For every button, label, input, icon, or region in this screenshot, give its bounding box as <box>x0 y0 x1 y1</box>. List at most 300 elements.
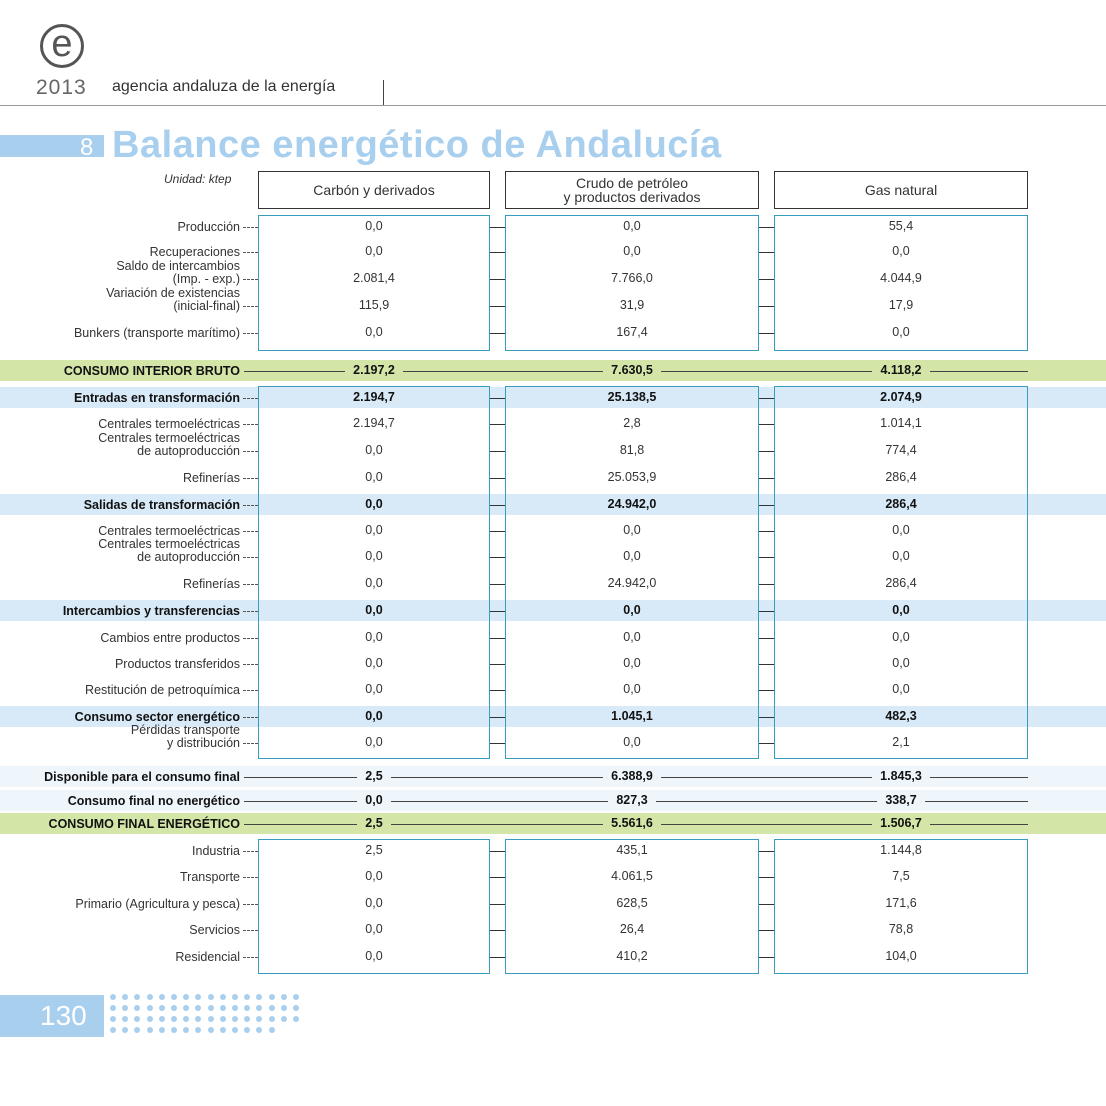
cell-value-text: 0,0 <box>623 219 641 233</box>
row-connector <box>490 398 505 399</box>
cell-value-text: 0,0 <box>365 709 383 723</box>
dot-icon <box>232 1005 238 1011</box>
column-header-line1: Crudo de petróleo <box>575 175 689 191</box>
cell-value <box>314 816 434 830</box>
row-label <box>75 898 240 910</box>
cell-value-text: 0,0 <box>365 325 383 339</box>
cell-value <box>572 735 692 749</box>
cell-value <box>572 390 692 404</box>
cell-value <box>841 244 961 258</box>
cell-value-text: 0,0 <box>892 656 910 670</box>
cell-value <box>841 271 961 285</box>
label-leader <box>243 584 258 585</box>
dot-icon <box>269 994 275 1000</box>
dot-icon <box>134 1027 140 1033</box>
cell-value <box>841 869 961 883</box>
dot-icon <box>159 1005 165 1011</box>
row-label <box>74 327 240 339</box>
cell-value <box>841 470 961 484</box>
dot-icon <box>244 994 250 1000</box>
cell-value <box>841 443 961 457</box>
cell-value <box>314 793 434 807</box>
row-connector <box>759 664 774 665</box>
cell-value-text: 25.053,9 <box>607 470 657 484</box>
dot-icon <box>195 1005 201 1011</box>
dot-icon <box>134 1005 140 1011</box>
dot-icon <box>256 1005 262 1011</box>
cell-value-text: 0,0 <box>365 470 383 484</box>
row-connector <box>490 638 505 639</box>
cell-value-text: 0,0 <box>892 523 910 537</box>
cell-value-text: 2,5 <box>365 843 383 857</box>
dot-icon <box>256 1016 262 1022</box>
row-label-line1: Consumo final no energético <box>67 794 240 808</box>
label-leader <box>243 557 258 558</box>
row-label-line1: Producción <box>177 220 240 234</box>
row-connector <box>759 451 774 452</box>
row-label-line1: CONSUMO FINAL ENERGÉTICO <box>48 817 240 831</box>
cell-value-text: 0,0 <box>365 682 383 696</box>
cell-value <box>572 843 692 857</box>
row-label-line1: Centrales termoeléctricas <box>98 537 240 551</box>
column-header <box>505 171 759 209</box>
cell-value <box>841 896 961 910</box>
cell-value <box>841 735 961 749</box>
row-label-line1: Salidas de transformación <box>83 498 240 512</box>
cell-value-text: 31,9 <box>619 298 645 312</box>
dot-icon <box>122 1005 128 1011</box>
header-divider <box>383 80 384 105</box>
row-label-line1: Disponible para el consumo final <box>44 770 240 784</box>
cell-value-text: 7,5 <box>892 869 910 883</box>
cell-value <box>314 363 434 377</box>
row-connector <box>759 557 774 558</box>
cell-value-text: 7.766,0 <box>611 271 653 285</box>
cell-value-text: 115,9 <box>358 298 390 312</box>
cell-value-text: 0,0 <box>623 656 641 670</box>
cell-value <box>572 470 692 484</box>
cell-value <box>314 896 434 910</box>
cell-value-text: 628,5 <box>616 896 648 910</box>
cell-value-text: 0,0 <box>365 244 383 258</box>
cell-value-text: 0,0 <box>365 896 383 910</box>
column-header-line2: y productos derivados <box>563 189 701 205</box>
label-leader <box>243 424 258 425</box>
header-rule <box>0 105 1106 106</box>
cell-value-text: 26,4 <box>619 922 645 936</box>
cell-value <box>841 497 961 511</box>
cell-value <box>572 922 692 936</box>
cell-value-text: 0,0 <box>365 922 383 936</box>
cell-value <box>841 816 961 830</box>
cell-value <box>314 576 434 590</box>
row-connector <box>490 904 505 905</box>
dot-icon <box>208 1005 214 1011</box>
label-leader <box>243 478 258 479</box>
row-label-line2: (inicial-final) <box>173 299 240 313</box>
cell-value <box>572 793 692 807</box>
dot-icon <box>220 1027 226 1033</box>
data-box <box>505 386 759 759</box>
dot-icon <box>269 1005 275 1011</box>
row-connector <box>490 227 505 228</box>
cell-value <box>572 325 692 339</box>
cell-value-text: 5.561,6 <box>603 816 661 830</box>
label-leader <box>243 664 258 665</box>
cell-value <box>314 549 434 563</box>
row-label <box>68 795 240 807</box>
cell-value-text: 1.045,1 <box>611 709 653 723</box>
label-leader <box>243 531 258 532</box>
dot-icon <box>110 1016 116 1022</box>
cell-value <box>314 922 434 936</box>
cell-value <box>572 576 692 590</box>
row-label <box>150 246 240 258</box>
row-connector <box>759 424 774 425</box>
cell-value-text: 0,0 <box>623 549 641 563</box>
dot-icon <box>293 1016 299 1022</box>
row-label-line1: Productos transferidos <box>114 657 240 671</box>
cell-value <box>841 325 961 339</box>
cell-value <box>841 390 961 404</box>
cell-value-text: 2.194,7 <box>353 390 395 404</box>
row-connector <box>759 505 774 506</box>
cell-value-text: 0,0 <box>365 656 383 670</box>
row-label <box>63 605 240 617</box>
dot-icon <box>171 1027 177 1033</box>
row-label <box>98 432 240 457</box>
cell-value-text: 0,0 <box>365 949 383 963</box>
row-connector <box>490 611 505 612</box>
cell-value-text: 6.388,9 <box>603 769 661 783</box>
cell-value-text: 0,0 <box>365 630 383 644</box>
row-label-line1: Bunkers (transporte marítimo) <box>73 326 240 340</box>
cell-value <box>314 443 434 457</box>
cell-value-text: 410,2 <box>616 949 648 963</box>
label-leader <box>243 930 258 931</box>
dot-icon <box>171 994 177 1000</box>
row-label-line1: Centrales termoeléctricas <box>98 524 240 538</box>
cell-value <box>841 843 961 857</box>
data-box <box>774 386 1028 759</box>
label-leader <box>243 333 258 334</box>
row-label <box>116 260 240 285</box>
cell-value-text: 774,4 <box>885 443 917 457</box>
row-connector <box>759 478 774 479</box>
row-label <box>106 287 240 312</box>
cell-value-text: 25.138,5 <box>607 390 657 404</box>
dot-icon <box>183 1027 189 1033</box>
label-leader <box>243 398 258 399</box>
cell-value-text: 2.194,7 <box>353 416 395 430</box>
label-leader <box>243 638 258 639</box>
cell-value <box>572 869 692 883</box>
row-label-line2: de autoproducción <box>137 444 240 458</box>
cell-value-text: 4.044,9 <box>880 271 922 285</box>
cell-value <box>841 549 961 563</box>
cell-value-text: 24.942,0 <box>607 576 657 590</box>
row-connector <box>759 611 774 612</box>
cell-value-text: 0,0 <box>623 523 641 537</box>
cell-value <box>572 523 692 537</box>
dot-icon <box>159 994 165 1000</box>
row-label <box>49 818 240 830</box>
cell-value <box>314 470 434 484</box>
cell-value <box>314 298 434 312</box>
dot-icon <box>244 1005 250 1011</box>
dot-icon <box>244 1027 250 1033</box>
row-connector <box>490 930 505 931</box>
cell-value-text: 0,0 <box>365 443 383 457</box>
row-label-line1: Centrales termoeléctricas <box>98 417 240 431</box>
dot-icon <box>269 1016 275 1022</box>
row-label-line1: Transporte <box>180 870 240 884</box>
cell-value <box>572 816 692 830</box>
unit-label: Unidad: ktep <box>164 172 232 186</box>
row-connector <box>490 664 505 665</box>
cell-value-text: 2.197,2 <box>345 363 403 377</box>
dot-icon <box>195 994 201 1000</box>
row-connector <box>759 957 774 958</box>
dot-icon <box>159 1016 165 1022</box>
cell-value <box>841 656 961 670</box>
dot-icon <box>232 994 238 1000</box>
cell-value <box>572 416 692 430</box>
cell-value-text: 2,5 <box>357 769 390 783</box>
row-connector <box>759 904 774 905</box>
label-leader <box>243 279 258 280</box>
cell-value-text: 7.630,5 <box>603 363 661 377</box>
row-connector <box>490 717 505 718</box>
cell-value-text: 0,0 <box>623 630 641 644</box>
dot-icon <box>256 994 262 1000</box>
cell-value <box>841 630 961 644</box>
row-connector <box>759 306 774 307</box>
row-label <box>192 845 240 857</box>
dot-icon <box>293 994 299 1000</box>
label-leader <box>243 611 258 612</box>
row-label-line2: (Imp. - exp.) <box>172 272 240 286</box>
cell-value-text: 482,3 <box>885 709 917 723</box>
cell-value <box>572 549 692 563</box>
dot-icon <box>281 994 287 1000</box>
row-label-line1: Consumo sector energético <box>74 710 240 724</box>
row-label-line1: Intercambios y transferencias <box>62 604 240 618</box>
cell-value-text: 4.061,5 <box>611 869 653 883</box>
label-leader <box>243 306 258 307</box>
row-label <box>98 418 240 430</box>
page-title: Balance energético de Andalucía <box>112 124 722 166</box>
dot-icon <box>183 1005 189 1011</box>
row-connector <box>759 877 774 878</box>
row-label-line1: Centrales termoeléctricas <box>98 431 240 445</box>
row-label <box>189 924 240 936</box>
dot-icon <box>134 994 140 1000</box>
column-header-line1: Gas natural <box>864 182 938 198</box>
cell-value <box>572 298 692 312</box>
dot-icon <box>110 1027 116 1033</box>
row-label-line1: Residencial <box>175 950 240 964</box>
row-label <box>180 871 240 883</box>
row-connector <box>490 743 505 744</box>
cell-value <box>314 949 434 963</box>
cell-value-text: 0,0 <box>357 793 390 807</box>
cell-value <box>841 682 961 696</box>
row-label-line1: Refinerías <box>183 577 240 591</box>
row-connector <box>759 930 774 931</box>
logo-e-icon: e <box>40 24 84 68</box>
column-header <box>258 171 490 209</box>
cell-value <box>572 271 692 285</box>
column-header <box>774 171 1028 209</box>
dot-icon <box>147 1027 153 1033</box>
dot-icon <box>256 1027 262 1033</box>
cell-value-text: 2,5 <box>357 816 390 830</box>
row-connector <box>759 717 774 718</box>
cell-value <box>314 603 434 617</box>
cell-value <box>314 843 434 857</box>
cell-value-text: 0,0 <box>892 603 910 617</box>
row-label-line1: Industria <box>192 844 240 858</box>
dot-icon <box>195 1016 201 1022</box>
row-connector <box>490 531 505 532</box>
cell-value-text: 1.144,8 <box>880 843 922 857</box>
dot-icon <box>171 1016 177 1022</box>
dot-icon <box>122 994 128 1000</box>
label-leader <box>243 505 258 506</box>
row-label <box>74 392 240 404</box>
cell-value <box>314 735 434 749</box>
dot-icon <box>220 1005 226 1011</box>
row-connector <box>759 531 774 532</box>
cell-value-text: 0,0 <box>365 523 383 537</box>
cell-value-text: 1.506,7 <box>872 816 930 830</box>
label-leader <box>243 851 258 852</box>
label-leader <box>243 451 258 452</box>
cell-value <box>572 896 692 910</box>
cell-value <box>572 244 692 258</box>
cell-value-text: 2,1 <box>892 735 910 749</box>
cell-value <box>314 497 434 511</box>
row-label-line1: Refinerías <box>183 471 240 485</box>
year: 2013 <box>36 76 87 99</box>
cell-value-text: 0,0 <box>892 549 910 563</box>
cell-value-text: 1.845,3 <box>872 769 930 783</box>
row-label <box>177 221 240 233</box>
cell-value <box>314 244 434 258</box>
row-label <box>183 472 240 484</box>
row-connector <box>759 252 774 253</box>
row-label <box>100 632 240 644</box>
row-connector <box>490 877 505 878</box>
dot-icon <box>220 1016 226 1022</box>
cell-value-text: 435,1 <box>616 843 648 857</box>
page-number: 130 <box>40 1000 87 1031</box>
row-label-line1: Saldo de intercambios <box>116 259 240 273</box>
row-connector <box>759 398 774 399</box>
dot-icon <box>293 1005 299 1011</box>
cell-value-text: 0,0 <box>623 244 641 258</box>
row-connector <box>490 252 505 253</box>
row-connector <box>490 424 505 425</box>
label-leader <box>243 690 258 691</box>
row-connector <box>759 851 774 852</box>
cell-value-text: 0,0 <box>623 682 641 696</box>
cell-value <box>314 325 434 339</box>
cell-value-text: 78,8 <box>888 922 914 936</box>
cell-value <box>314 390 434 404</box>
cell-value <box>314 709 434 723</box>
row-label <box>175 951 240 963</box>
cell-value <box>314 523 434 537</box>
row-connector <box>759 584 774 585</box>
dot-icon <box>183 1016 189 1022</box>
cell-value <box>841 576 961 590</box>
cell-value <box>572 603 692 617</box>
row-label <box>98 525 240 537</box>
dot-icon <box>147 1016 153 1022</box>
cell-value-text: 1.014,1 <box>880 416 922 430</box>
dot-icon <box>122 1027 128 1033</box>
cell-value <box>572 682 692 696</box>
cell-value-text: 0,0 <box>892 682 910 696</box>
row-label-line1: Servicios <box>189 923 240 937</box>
row-label <box>84 499 240 511</box>
cell-value-text: 0,0 <box>892 630 910 644</box>
dot-icon <box>208 994 214 1000</box>
cell-value <box>572 363 692 377</box>
row-label-line2: de autoproducción <box>137 550 240 564</box>
cell-value-text: 0,0 <box>365 603 383 617</box>
cell-value <box>314 219 434 233</box>
row-label <box>75 711 240 723</box>
cell-value-text: 286,4 <box>885 470 917 484</box>
row-connector <box>759 638 774 639</box>
row-connector <box>759 227 774 228</box>
dot-icon <box>281 1016 287 1022</box>
label-leader <box>243 904 258 905</box>
cell-value <box>841 298 961 312</box>
cell-value-text: 0,0 <box>892 244 910 258</box>
cell-value <box>572 949 692 963</box>
cell-value <box>841 416 961 430</box>
label-leader <box>243 227 258 228</box>
cell-value <box>841 603 961 617</box>
cell-value <box>572 630 692 644</box>
label-leader <box>243 877 258 878</box>
cell-value <box>314 271 434 285</box>
row-connector <box>759 690 774 691</box>
cell-value <box>314 682 434 696</box>
row-label-line2: y distribución <box>167 736 240 750</box>
cell-value <box>841 769 961 783</box>
cell-value-text: 2,8 <box>623 416 641 430</box>
row-connector <box>490 478 505 479</box>
cell-value <box>572 709 692 723</box>
cell-value-text: 55,4 <box>888 219 914 233</box>
cell-value-text: 167,4 <box>616 325 648 339</box>
cell-value <box>314 416 434 430</box>
row-label <box>131 724 240 749</box>
row-label-line1: Variación de existencias <box>106 286 240 300</box>
dot-icon <box>110 1005 116 1011</box>
row-connector <box>490 505 505 506</box>
label-leader <box>243 252 258 253</box>
cell-value-text: 827,3 <box>608 793 655 807</box>
dot-icon <box>147 994 153 1000</box>
row-label-line1: Cambios entre productos <box>100 631 240 645</box>
row-label-line1: Pérdidas transporte <box>130 723 240 737</box>
